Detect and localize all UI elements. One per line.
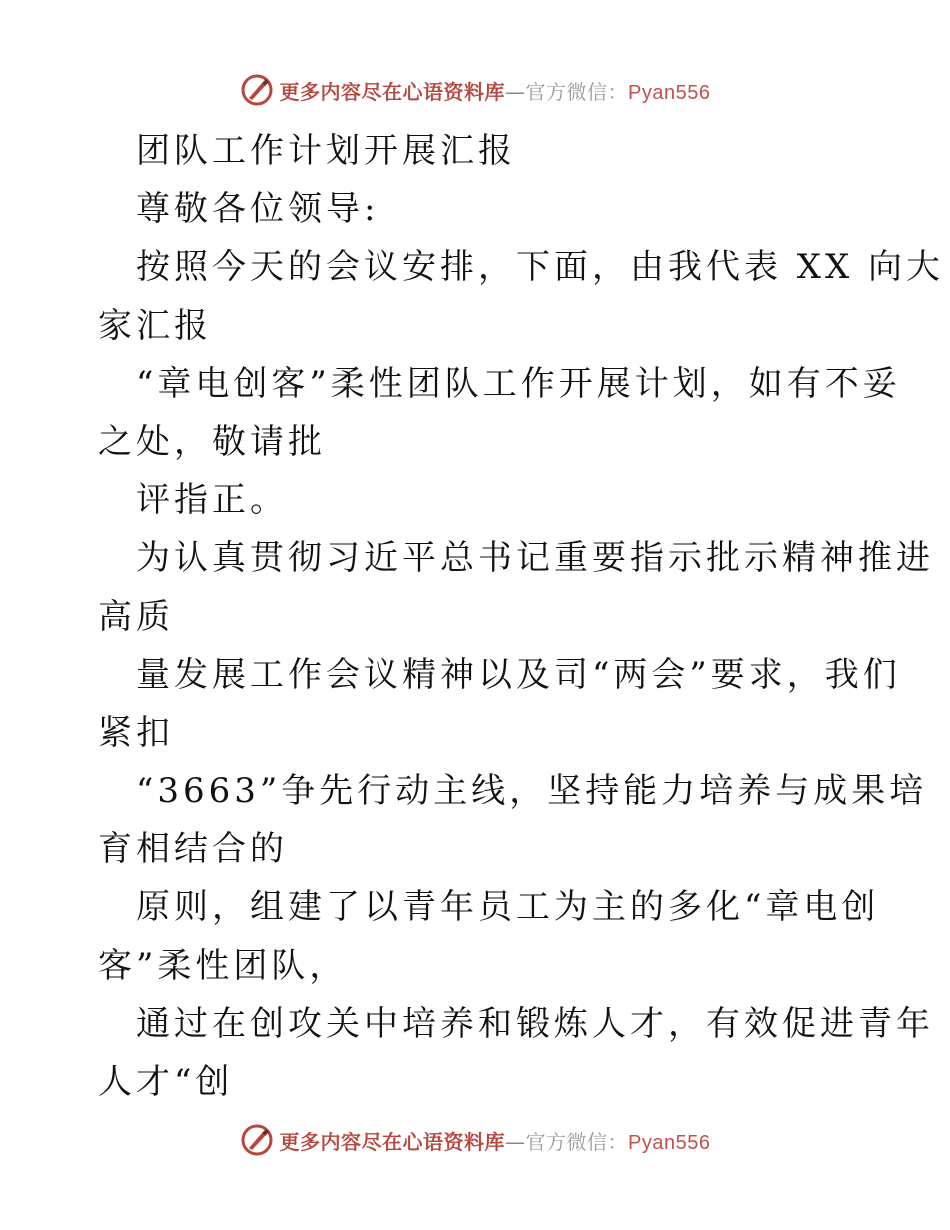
text-line: “章电创客”柔性团队工作开展计划，如有不妥 bbox=[136, 363, 901, 404]
document-title: 团队工作计划开展汇报 bbox=[136, 131, 516, 171]
document-body bbox=[98, 122, 945, 1111]
header-banner bbox=[0, 70, 950, 110]
text-line: 为认真贯彻习近平总书记重要指示批示精神推进 bbox=[136, 538, 934, 579]
footer-banner bbox=[0, 1120, 950, 1160]
banner-dash: — bbox=[505, 79, 526, 104]
text-line: 育相结合的 bbox=[98, 829, 288, 870]
text-line: “3663”争先行动主线，坚持能力培养与成果培 bbox=[136, 771, 928, 812]
banner-dash: — bbox=[505, 1129, 526, 1154]
text-line: 评指正。 bbox=[136, 480, 288, 521]
banner-account: Pyan556 bbox=[628, 81, 711, 104]
text-line: 尊敬各位领导: bbox=[136, 189, 380, 230]
banner-text bbox=[280, 1126, 711, 1155]
banner-text bbox=[280, 76, 711, 105]
pen-seal-icon bbox=[240, 1123, 274, 1157]
text-line: 客”柔性团队， bbox=[98, 945, 348, 986]
text-line: 量发展工作会议精神以及司“两会”要求，我们 bbox=[136, 654, 901, 695]
text-line: 通过在创攻关中培养和锻炼人才，有效促进青年 bbox=[136, 1003, 934, 1044]
banner-label: 官方微信： bbox=[525, 79, 629, 104]
text-line: 高质 bbox=[98, 596, 174, 637]
banner-prefix: 更多内容尽在心语资料库 bbox=[279, 1129, 506, 1154]
banner-prefix: 更多内容尽在心语资料库 bbox=[279, 79, 506, 104]
text-line: 按照今天的会议安排，下面，由我代表 XX 向大 bbox=[136, 247, 945, 288]
text-line: 人才“创 bbox=[98, 1062, 234, 1102]
text-line: 之处，敬请批 bbox=[98, 421, 326, 462]
text-line: 原则，组建了以青年员工为主的多化“章电创 bbox=[136, 887, 880, 928]
pen-seal-icon bbox=[240, 73, 274, 107]
banner-label: 官方微信： bbox=[525, 1129, 629, 1154]
text-line: 家汇报 bbox=[98, 305, 212, 346]
banner-account: Pyan556 bbox=[628, 1131, 711, 1154]
text-line: 紧扣 bbox=[98, 712, 174, 753]
